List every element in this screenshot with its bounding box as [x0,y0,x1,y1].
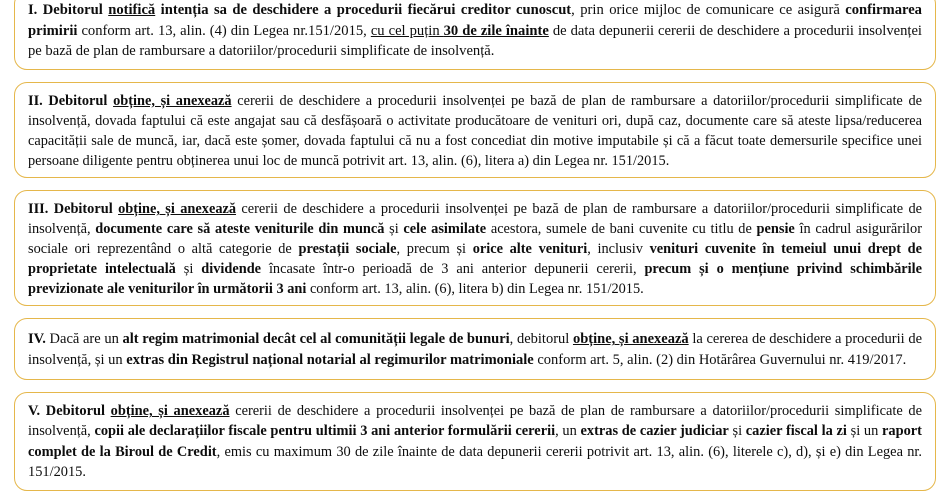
text-run-bold: dividende [201,261,262,278]
text-run: și [384,221,404,238]
text-run-bold-underline: obține, și anexează [572,331,689,348]
text-run-bold-underline: obține, și anexează [110,403,230,420]
text-run-bold: prestații sociale [298,241,397,258]
info-box-1 [14,0,936,70]
paragraph-1 [28,0,922,62]
text-run: conform art. 5, alin. (2) din Hotărârea Guvernului nr. 419/2017. [533,351,907,368]
text-run-bold: cazier fiscal la zi [745,423,847,440]
text-run-bold-underline: obține, și anexează [118,201,237,217]
text-run-bold: cele asimilate [403,221,487,238]
text-run: acestora, sumele de bani cuvenite cu titlu de [486,221,757,238]
text-run-bold: confirmarea primirii [28,2,922,39]
text-run-bold: orice alte venituri [472,241,588,258]
text-run: , inclusiv [587,241,650,258]
info-box-3 [14,190,936,306]
text-run: cererii de deschidere a procedurii insolvenței pe bază de plan de rambursare a datoriilor/procedurii simplificate de insolvență, dovada faptului că este angajat sau că desfășoară o activitate producătoare de venituri ori, după caz, documente care să ateste lipsa/reducerea capacității sale de muncă, iar, dacă este șomer, dovada faptului că nu a fost concediat din motive imputabile și că a făcut toate demersurile specifice unei persoane diligente pentru obținerea unui loc de muncă potrivit art. 13, alin. (6), litera a) din Legea nr. 151/2015. [28,92,922,169]
text-run: conform art. 13, alin. (4) din Legea nr.151/2015, [77,22,371,39]
text-run-bold: documente care să ateste veniturile din muncă [95,221,385,238]
text-run: cererii de deschidere a procedurii insolvenței pe bază de plan de rambursare a datoriilor/procedurii simplificate de insolvență, [28,201,922,238]
paragraph-3 [28,199,922,299]
text-run-bold: extras de cazier judiciar [580,423,729,440]
text-run: , emis cu maximum 30 de zile înainte de data depunerii cererii potrivit art. 13, alin. (6), literele c), d), și e) din Legea nr. 151/2015. [28,443,922,480]
paragraph-4 [28,329,922,370]
paragraph-2 [28,91,922,171]
text-run-bold: intenția sa de deschidere a procedurii fiecărui creditor cunoscut [155,2,572,18]
text-run-bold-underline: obține, și anexează [113,92,232,109]
text-run: , precum și [396,241,473,258]
text-run-bold: IV. [28,331,46,348]
text-run-underline: cu cel puțin [370,22,444,39]
text-run: și un [846,423,883,440]
text-run: cererii de deschidere a procedurii insolvenței pe bază de plan de rambursare a datoriilor/procedurii simplificate de insolvență, [28,403,922,440]
text-run-bold: venituri cuvenite în temeiul unui drept de proprietate intelectuală [28,241,923,278]
text-run-bold: extras din Registrul național notarial al regimurilor matrimoniale [126,351,534,368]
text-run-bold: alt regim matrimonial decât cel al comunității legale de bunuri [122,331,510,348]
paragraph-5 [28,401,922,482]
text-run: Dacă are un [45,331,123,348]
info-box-2 [14,82,936,178]
text-run-bold: copii ale declarațiilor fiscale pentru ultimii 3 ani anterior formulării cererii [94,423,556,440]
text-run-bold: precum și o mențiune privind schimbările previzionate ale veniturilor în următorii 3 ani [28,261,922,298]
text-run: la cererea de deschidere a procedurii de insolvență, și un [28,331,923,368]
text-run-bold: III. Debitorul [28,201,119,217]
text-run-bold: I. Debitorul [28,2,109,18]
text-run: , debitorul [509,331,573,348]
text-run: și [728,423,746,440]
info-box-4 [14,318,936,380]
text-run-bold: V. Debitorul [28,403,111,420]
text-run-bold: pensie [756,221,795,238]
text-run: în cadrul asigurărilor sociale ori reprezentând o altă categorie de [28,221,922,258]
text-run-bold-underline: notifică [108,2,156,18]
text-run: , prin orice mijloc de comunicare ce asigură [571,2,846,18]
text-run-bold-underline: 30 de zile înainte [443,22,549,39]
text-run: încasate într-o perioadă de 3 ani anterior depunerii cererii, [261,261,645,278]
text-run-bold: raport complet de la Biroul de Credit [28,423,922,460]
info-box-5 [14,392,936,491]
text-run-bold: II. Debitorul [28,92,114,109]
text-run: și [175,261,202,278]
text-run: , un [555,423,581,440]
text-run: de data depunerii cererii de deschidere a procedurii insolvenței pe bază de plan de rambursare a datoriilor/procedurii simplificate de insolvență. [28,22,922,60]
text-run: conform art. 13, alin. (6), litera b) din Legea nr. 151/2015. [306,281,644,298]
